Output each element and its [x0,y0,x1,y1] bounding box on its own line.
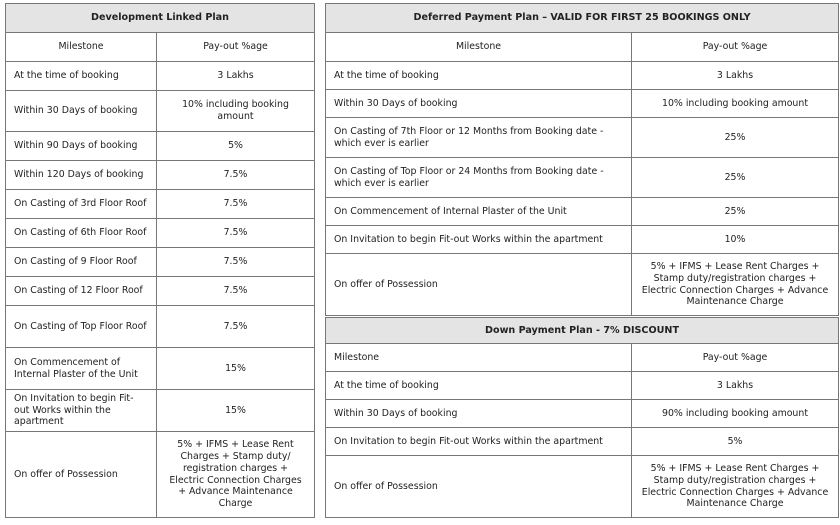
column-header-milestone: Milestone [6,33,157,62]
milestone-cell: On Casting of 7th Floor or 12 Months from Booking date - which ever is earlier [326,118,632,158]
payout-cell: 5% [632,428,839,456]
development-linked-plan-table [5,3,315,518]
table-row [6,62,315,91]
payout-cell: 7.5% [157,248,315,277]
table-row [6,248,315,277]
payout-cell: 5% + IFMS + Lease Rent Charges + Stamp duty/registration charges + Electric Connection Charges + Advance Maintenance Charge [632,456,839,518]
milestone-cell: On Casting of Top Floor or 24 Months from Booking date - which ever is earlier [326,158,632,198]
payout-cell: 10% including booking amount [632,90,839,118]
payout-cell: 7.5% [157,306,315,348]
payout-cell: 7.5% [157,277,315,306]
milestone-cell: On offer of Possession [326,254,632,316]
payout-cell: 5% [157,132,315,161]
table-row [6,432,315,518]
column-header-milestone: Milestone [326,33,632,62]
table-row [6,219,315,248]
payout-cell: 25% [632,198,839,226]
payout-cell: 25% [632,118,839,158]
table-header-row [326,33,839,62]
payout-cell: 3 Lakhs [632,62,839,90]
milestone-cell: Within 30 Days of booking [326,90,632,118]
table-row [6,348,315,390]
table-row [6,161,315,190]
table-title: Deferred Payment Plan – VALID FOR FIRST 25 BOOKINGS ONLY [326,4,839,33]
deferred-payment-plan-table [325,3,839,316]
table-row [326,118,839,158]
milestone-cell: On offer of Possession [6,432,157,518]
table-header-row [6,33,315,62]
table-row [6,91,315,132]
table-header-row [326,344,839,372]
milestone-cell: On Invitation to begin Fit-out Works within the apartment [6,390,157,432]
table-title: Development Linked Plan [6,4,315,33]
table-row [6,306,315,348]
table-row [326,198,839,226]
table-title: Down Payment Plan - 7% DISCOUNT [326,318,839,344]
milestone-cell: Within 30 Days of booking [6,91,157,132]
payout-cell: 7.5% [157,161,315,190]
milestone-cell: At the time of booking [6,62,157,91]
table-row [326,372,839,400]
milestone-cell: Within 120 Days of booking [6,161,157,190]
table-title-row [326,4,839,33]
column-header-payout: Pay-out %age [632,33,839,62]
milestone-cell: On Commencement of Internal Plaster of the Unit [326,198,632,226]
table-row [6,277,315,306]
milestone-cell: Within 30 Days of booking [326,400,632,428]
table-row [6,132,315,161]
table-row [326,456,839,518]
payout-cell: 10% [632,226,839,254]
table-row [326,254,839,316]
table-row [6,190,315,219]
table-row [326,62,839,90]
milestone-cell: On Invitation to begin Fit-out Works within the apartment [326,428,632,456]
payout-cell: 15% [157,390,315,432]
table-row [326,400,839,428]
payout-cell: 90% including booking amount [632,400,839,428]
table-row [326,158,839,198]
payout-cell: 5% + IFMS + Lease Rent Charges + Stamp duty/ registration charges + Electric Connection Charges + Advance Maintenance Charge [157,432,315,518]
milestone-cell: On Casting of 9 Floor Roof [6,248,157,277]
payout-cell: 3 Lakhs [632,372,839,400]
payout-cell: 3 Lakhs [157,62,315,91]
table-row [326,226,839,254]
table-row [326,90,839,118]
milestone-cell: On Commencement of Internal Plaster of the Unit [6,348,157,390]
payout-cell: 25% [632,158,839,198]
milestone-cell: On offer of Possession [326,456,632,518]
payout-cell: 7.5% [157,219,315,248]
milestone-cell: On Casting of Top Floor Roof [6,306,157,348]
milestone-cell: On Invitation to begin Fit-out Works within the apartment [326,226,632,254]
payout-cell: 5% + IFMS + Lease Rent Charges + Stamp duty/registration charges + Electric Connection Charges + Advance Maintenance Charge [632,254,839,316]
milestone-cell: On Casting of 3rd Floor Roof [6,190,157,219]
down-payment-plan-table [325,317,839,518]
milestone-cell: At the time of booking [326,372,632,400]
column-header-payout: Pay-out %age [632,344,839,372]
payout-cell: 7.5% [157,190,315,219]
column-header-payout: Pay-out %age [157,33,315,62]
payout-cell: 10% including booking amount [157,91,315,132]
table-row [6,390,315,432]
column-header-milestone: Milestone [326,344,632,372]
milestone-cell: At the time of booking [326,62,632,90]
milestone-cell: On Casting of 12 Floor Roof [6,277,157,306]
milestone-cell: Within 90 Days of booking [6,132,157,161]
table-row [326,428,839,456]
payout-cell: 15% [157,348,315,390]
table-title-row [6,4,315,33]
table-title-row [326,318,839,344]
milestone-cell: On Casting of 6th Floor Roof [6,219,157,248]
